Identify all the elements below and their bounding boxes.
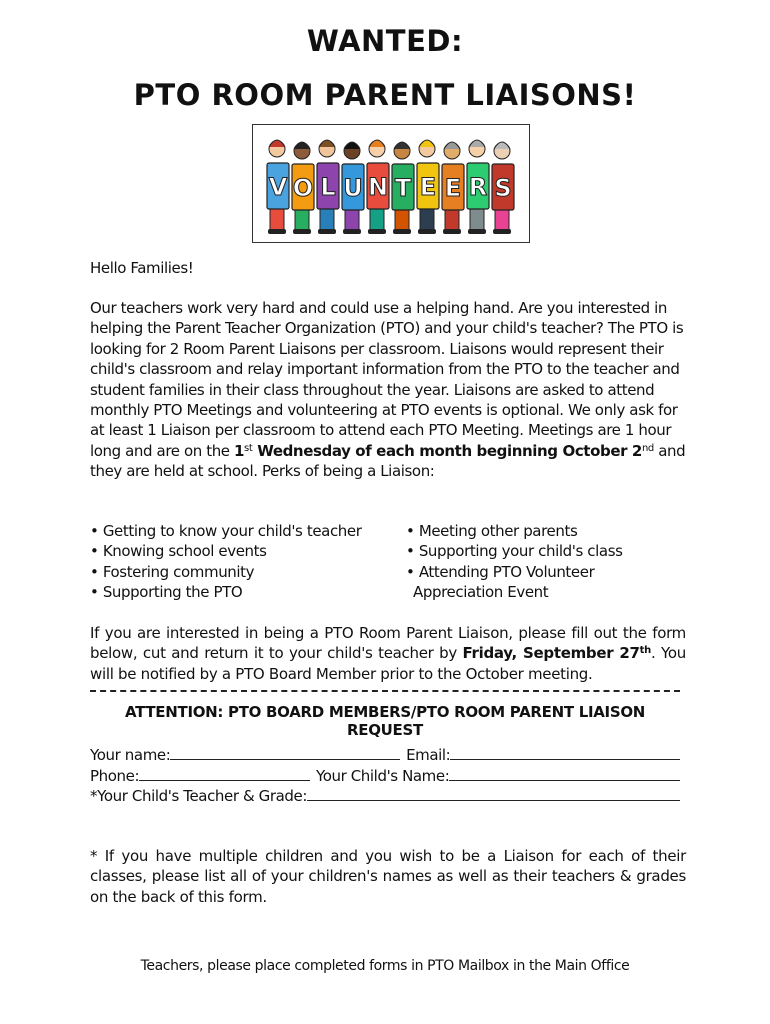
volunteer-hair <box>394 142 410 149</box>
volunteer-letter: E <box>444 174 462 202</box>
intro-text-end: and they are held at school. Perks of being a Liaison: <box>90 441 686 481</box>
volunteer-hair <box>269 140 285 147</box>
deadline-date: Friday, September 27 <box>462 644 640 663</box>
perk-item: • Fostering community <box>90 562 255 581</box>
perk-item: • Meeting other parents <box>406 522 578 540</box>
title-wanted: WANTED: <box>306 24 464 58</box>
volunteer-legs <box>395 207 409 231</box>
perks-left-list <box>90 521 390 603</box>
volunteer-hair <box>419 140 435 147</box>
volunteer-hair <box>369 140 385 147</box>
volunteer-letter: S <box>494 174 512 202</box>
volunteer-shoes <box>443 229 461 234</box>
child-name-field[interactable] <box>449 780 680 781</box>
greeting: Hello Families! <box>90 259 194 277</box>
volunteer-letter: O <box>292 174 314 202</box>
title-room-parent-liaisons: PTO ROOM PARENT LIAISONS! <box>133 78 637 112</box>
form-row-name-email <box>90 744 680 764</box>
volunteer-letter: L <box>320 173 336 201</box>
intro-sup-nd: nd <box>641 442 654 454</box>
volunteer-shoes <box>393 229 411 234</box>
volunteer-legs <box>295 207 309 231</box>
volunteer-shoes <box>493 229 511 234</box>
deadline-sup: th <box>639 645 651 657</box>
volunteer-legs <box>445 207 459 231</box>
phone-label: Phone: <box>90 767 140 785</box>
volunteer-hair <box>294 142 310 149</box>
perk-item: Appreciation Event <box>413 583 549 602</box>
volunteer-letter: T <box>394 174 412 202</box>
volunteer-letter: E <box>419 173 437 201</box>
volunteers-illustration <box>253 125 529 242</box>
footer-instruction: Teachers, please place completed forms in PTO Mailbox in the Main Office <box>140 958 630 974</box>
volunteer-legs <box>345 207 359 231</box>
volunteer-hair <box>494 142 510 149</box>
volunteer-hair <box>469 140 485 147</box>
perk-item: • Getting to know your child's teacher <box>90 522 362 540</box>
volunteer-hair <box>344 142 360 149</box>
intro-sup-st: st <box>244 442 253 454</box>
volunteer-legs <box>270 207 284 231</box>
perk-item: • Supporting your child's class <box>406 542 623 561</box>
instructions-paragraph <box>90 623 686 684</box>
perk-item: • Knowing school events <box>90 542 267 561</box>
volunteer-shoes <box>293 229 311 234</box>
volunteer-shoes <box>468 229 486 234</box>
volunteer-shoes <box>418 229 436 234</box>
intro-text: Our teachers work very hard and could use a helping hand. Are you interested in helping the Parent Teacher Organization (PTO) and your child's teacher? The PTO is looking for 2 Room Parent Liaisons per classroom. Liaisons would represent their child's classroom and relay important information from the PTO to the teacher and student families in their class throughout the year. Liaisons are asked to attend monthly PTO Meetings and volunteering at PTO events is optional. We only ask for at least 1 Liaison per classroom to attend each PTO Meeting. Meetings are 1 hour long and are on the <box>90 299 684 460</box>
attention-heading: ATTENTION: PTO BOARD MEMBERS/PTO ROOM PARENT LIAISON REQUEST <box>124 703 646 739</box>
perks-right-list <box>406 521 696 603</box>
volunteer-hair <box>319 140 335 147</box>
volunteer-shoes <box>318 229 336 234</box>
form-row-teacher-grade <box>90 785 680 805</box>
volunteer-legs <box>370 207 384 231</box>
volunteer-letter: N <box>367 173 389 201</box>
volunteer-letter: R <box>468 173 488 201</box>
phone-field[interactable] <box>139 780 310 781</box>
volunteer-letter: V <box>268 173 288 201</box>
perk-item: • Supporting the PTO <box>90 583 243 602</box>
instructions-text-end: . You will be notified by a PTO Board Member prior to the October meeting. <box>90 644 686 683</box>
email-field[interactable] <box>450 759 680 760</box>
volunteer-legs <box>495 207 509 231</box>
teacher-grade-field[interactable] <box>307 800 680 801</box>
volunteers-banner-illustration <box>252 124 530 243</box>
teacher-grade-label: *Your Child's Teacher & Grade: <box>90 787 308 805</box>
volunteer-shoes <box>268 229 286 234</box>
intro-bold-wednesday: Wednesday of each month beginning October 2 <box>252 441 642 460</box>
volunteer-legs <box>470 207 484 231</box>
your-name-label: Your name: <box>90 746 171 764</box>
your-name-field[interactable] <box>170 759 400 760</box>
volunteer-hair <box>444 142 460 149</box>
child-name-label: Your Child's Name: <box>315 767 450 785</box>
cut-line <box>90 690 680 694</box>
volunteer-shoes <box>368 229 386 234</box>
volunteer-letter: U <box>343 174 363 202</box>
volunteer-shoes <box>343 229 361 234</box>
intro-paragraph <box>90 298 686 482</box>
intro-bold-first: 1 <box>234 441 245 460</box>
multiple-children-note: * If you have multiple children and you wish to be a Liaison for each of their classes, please list all of your children's names as well as their teachers & grades on the back of this form. <box>90 847 686 906</box>
instructions-text: If you are interested in being a PTO Room Parent Liaison, please fill out the form below, cut and return it to your child's teacher by <box>90 624 686 663</box>
email-label: Email: <box>406 746 451 764</box>
perk-item: • Attending PTO Volunteer <box>406 562 595 581</box>
form-row-phone-child <box>90 765 680 785</box>
volunteer-legs <box>320 207 334 231</box>
volunteer-legs <box>420 207 434 231</box>
